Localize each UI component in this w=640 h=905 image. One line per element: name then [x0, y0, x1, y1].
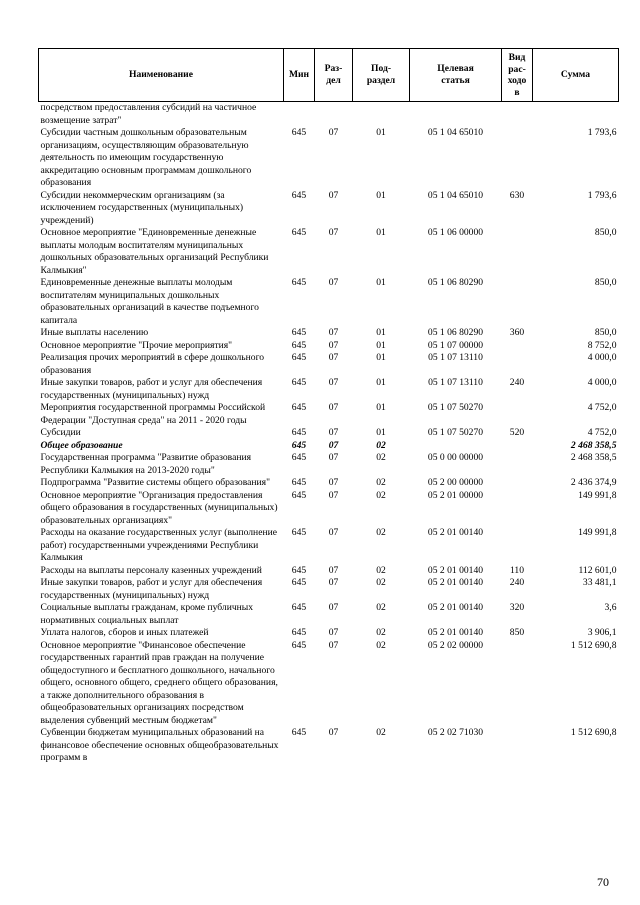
- cell-min: 645: [291, 477, 307, 488]
- cell-podrazdel: 02: [376, 639, 386, 651]
- cell-min: 645: [291, 527, 307, 538]
- cell-min: 645: [291, 277, 307, 288]
- cell-target: 05 1 06 80290: [427, 327, 484, 338]
- cell-target: 05 0 00 00000: [427, 452, 484, 463]
- cell-sum: 1 512 690,8: [570, 727, 617, 738]
- table-row: [39, 102, 619, 128]
- cell-min: 645: [291, 452, 307, 463]
- cell-podrazdel: 01: [376, 377, 386, 388]
- cell-podrazdel: 01: [376, 127, 386, 138]
- cell-min: 645: [291, 427, 307, 438]
- cell-name: Основное мероприятие "Организация предоставления общего образования в государственных (муниципальных) образовательных организациях": [40, 489, 278, 526]
- cell-min: 645: [291, 127, 307, 138]
- cell-min: 645: [291, 402, 307, 413]
- cell-razdel: 07: [328, 377, 339, 388]
- cell-sum: 850,0: [594, 277, 617, 288]
- cell-vid: [502, 727, 533, 765]
- cell-name: Иные закупки товаров, работ и услуг для обеспечения государственных (муниципальных) нужд: [40, 377, 263, 401]
- cell-min: 645: [291, 327, 307, 338]
- table-row: [39, 427, 619, 440]
- cell-sum: 2 468 358,5: [570, 439, 617, 451]
- table-row: [39, 640, 619, 728]
- table-row: [39, 477, 619, 490]
- table-row: [39, 565, 619, 578]
- cell-target: 05 1 07 50270: [427, 402, 484, 413]
- cell-sum: 2 468 358,5: [570, 452, 617, 463]
- cell-podrazdel: 01: [376, 189, 386, 201]
- cell-razdel: 07: [328, 452, 339, 463]
- cell-min: 645: [291, 639, 307, 651]
- table-row: [39, 527, 619, 565]
- cell-razdel: 07: [328, 427, 339, 438]
- cell-razdel: 07: [328, 639, 339, 651]
- header-sum: Сумма: [533, 49, 619, 102]
- cell-vid: 240: [509, 577, 525, 588]
- cell-name: Субвенции бюджетам муниципальных образований на финансовое обеспечение основных общеобразовательных программ в: [40, 727, 279, 763]
- cell-razdel: 07: [328, 127, 339, 138]
- cell-razdel: 07: [328, 727, 339, 738]
- cell-vid: [502, 477, 533, 490]
- table-row: [39, 440, 619, 453]
- cell-vid: 320: [509, 602, 525, 613]
- cell-target: 05 2 01 00000: [427, 489, 484, 501]
- cell-name: Подпрограмма "Развитие системы общего образования": [40, 477, 270, 488]
- cell-razdel: 07: [328, 564, 339, 576]
- cell-target: 05 1 07 13110: [428, 352, 483, 363]
- header-podrazdel: Под- раздел: [353, 49, 410, 102]
- table-row: [39, 377, 619, 402]
- cell-razdel: 07: [328, 277, 339, 288]
- cell-sum: 4 000,0: [587, 377, 617, 388]
- table-row: [39, 727, 619, 765]
- cell-podrazdel: 02: [376, 489, 386, 501]
- cell-razdel: [315, 102, 353, 128]
- cell-vid: 360: [509, 327, 525, 338]
- cell-razdel: 07: [328, 227, 339, 238]
- cell-target: 05 2 02 71030: [427, 727, 484, 738]
- cell-name: Основное мероприятие "Финансовое обеспечение государственных гарантий прав граждан на получение общедоступного и бесплатного дошкольного, начального общего, основного общего, среднего общего образования, а также дополнительного образования в общеобразовательных организациях посредством выделения субвенций местным бюджетам": [40, 639, 278, 726]
- cell-vid: [502, 640, 533, 728]
- cell-target: 05 1 04 65010: [427, 189, 484, 201]
- cell-vid: 520: [509, 427, 525, 438]
- cell-name: Субсидии: [40, 427, 81, 438]
- table-body: [39, 102, 619, 765]
- table-row: [39, 227, 619, 277]
- cell-podrazdel: 01: [376, 227, 386, 238]
- cell-target: 05 1 07 00000: [427, 339, 484, 351]
- cell-target: 05 2 00 00000: [427, 477, 484, 488]
- cell-name: Реализация прочих мероприятий в сфере дошкольного образования: [40, 352, 265, 376]
- cell-sum: 1 793,6: [587, 189, 617, 201]
- cell-razdel: 07: [328, 339, 339, 351]
- cell-min: 645: [291, 227, 307, 238]
- cell-vid: 110: [509, 564, 525, 576]
- cell-sum: 4 000,0: [587, 352, 617, 363]
- cell-sum: [533, 102, 619, 128]
- cell-sum: 33 481,1: [582, 577, 617, 588]
- cell-podrazdel: 02: [376, 627, 386, 638]
- cell-min: 645: [291, 727, 307, 738]
- table-row: [39, 352, 619, 377]
- cell-target: 05 1 07 50270: [427, 427, 484, 438]
- cell-target: 05 2 01 00140: [427, 577, 484, 588]
- header-name: Наименование: [39, 49, 284, 102]
- cell-sum: 4 752,0: [587, 402, 617, 413]
- cell-vid: [502, 402, 533, 427]
- cell-name: Социальные выплаты гражданам, кроме публичных нормативных социальных выплат: [40, 602, 254, 626]
- cell-name: Иные закупки товаров, работ и услуг для обеспечения государственных (муниципальных) нужд: [40, 577, 263, 601]
- cell-razdel: 07: [328, 627, 339, 638]
- cell-min: 645: [291, 377, 307, 388]
- header-razdel: Раз- дел: [315, 49, 353, 102]
- cell-vid: [502, 352, 533, 377]
- table-row: [39, 402, 619, 427]
- cell-podrazdel: 01: [376, 277, 386, 288]
- cell-podrazdel: 02: [376, 727, 386, 738]
- cell-name: Иные выплаты населению: [40, 327, 149, 338]
- cell-podrazdel: 01: [376, 327, 386, 338]
- cell-target: [410, 102, 502, 128]
- cell-target: 05 1 06 80290: [427, 277, 484, 288]
- cell-min: [284, 102, 315, 128]
- table-header: [39, 49, 619, 102]
- cell-name: Основное мероприятие "Прочие мероприятия": [40, 339, 233, 351]
- cell-sum: 3,6: [604, 602, 617, 613]
- cell-vid: 630: [509, 189, 525, 201]
- table-row: [39, 327, 619, 340]
- cell-sum: 112 601,0: [578, 564, 617, 576]
- cell-sum: 149 991,8: [578, 527, 617, 538]
- cell-razdel: 07: [328, 527, 339, 538]
- cell-target: [410, 440, 502, 453]
- header-vid: Вид рас- ходо в: [502, 49, 533, 102]
- cell-vid: [502, 102, 533, 128]
- cell-name: Расходы на выплаты персоналу казенных учреждений: [40, 564, 262, 576]
- cell-razdel: 07: [328, 352, 339, 363]
- table-row: [39, 190, 619, 228]
- table-row: [39, 127, 619, 190]
- cell-podrazdel: 02: [376, 477, 386, 488]
- cell-target: 05 2 01 00140: [427, 627, 484, 638]
- cell-min: 645: [291, 439, 307, 451]
- cell-target: 05 1 07 13110: [428, 377, 483, 388]
- cell-vid: [502, 127, 533, 190]
- table-row: [39, 277, 619, 327]
- cell-name: Уплата налогов, сборов и иных платежей: [40, 627, 209, 638]
- cell-target: 05 1 04 65010: [427, 127, 484, 138]
- cell-target: 05 2 02 00000: [427, 639, 484, 651]
- cell-target: 05 2 01 00140: [427, 602, 484, 613]
- table-row: [39, 577, 619, 602]
- cell-sum: 1 512 690,8: [570, 639, 617, 651]
- cell-podrazdel: 02: [376, 527, 386, 538]
- cell-razdel: 07: [328, 439, 339, 451]
- cell-vid: [502, 227, 533, 277]
- cell-name: Основное мероприятие "Единовременные денежные выплаты молодым воспитателям муниципальных дошкольных образовательных организаций Республики Калмыкия": [40, 227, 269, 276]
- cell-razdel: 07: [328, 602, 339, 613]
- cell-min: 645: [291, 189, 307, 201]
- cell-podrazdel: 02: [376, 564, 386, 576]
- cell-podrazdel: 02: [376, 452, 386, 463]
- cell-podrazdel: 02: [376, 602, 386, 613]
- cell-min: 645: [291, 627, 307, 638]
- cell-target: 05 2 01 00140: [427, 527, 484, 538]
- cell-vid: [502, 440, 533, 453]
- cell-sum: 8 752,0: [587, 339, 617, 351]
- cell-podrazdel: [353, 102, 410, 128]
- header-min: Мин: [284, 49, 315, 102]
- cell-min: 645: [291, 339, 307, 351]
- cell-podrazdel: 02: [376, 439, 386, 451]
- table-row: [39, 452, 619, 477]
- budget-table: [38, 48, 619, 765]
- cell-razdel: 07: [328, 189, 339, 201]
- cell-razdel: 07: [328, 477, 339, 488]
- cell-razdel: 07: [328, 489, 339, 501]
- cell-min: 645: [291, 564, 307, 576]
- cell-name: посредством предоставления субсидий на частичное возмещение затрат": [40, 102, 257, 126]
- cell-name: Расходы на оказание государственных услуг (выполнение работ) государственными учреждениями Республики Калмыкия: [40, 527, 277, 563]
- cell-min: 645: [291, 602, 307, 613]
- header-target: Целевая статья: [410, 49, 502, 102]
- cell-vid: 850: [509, 627, 525, 638]
- cell-vid: [502, 340, 533, 353]
- cell-vid: [502, 452, 533, 477]
- page-number: 70: [597, 875, 609, 889]
- cell-podrazdel: 02: [376, 577, 386, 588]
- cell-razdel: 07: [328, 402, 339, 413]
- cell-sum: 2 436 374,9: [570, 477, 617, 488]
- cell-name: Субсидии некоммерческим организациям (за исключением государственных (муниципальных) учреждений): [40, 189, 244, 226]
- cell-min: 645: [291, 352, 307, 363]
- cell-sum: 149 991,8: [578, 489, 617, 501]
- cell-target: 05 1 06 00000: [427, 227, 484, 238]
- cell-name: Мероприятия государственной программы Российской Федерации "Доступная среда" на 2011 - 2020 годы: [40, 402, 266, 426]
- cell-razdel: 07: [328, 577, 339, 588]
- table-row: [39, 627, 619, 640]
- cell-vid: 240: [509, 377, 525, 388]
- cell-name: Субсидии частным дошкольным образовательным организациям, осуществляющим образовательную деятельность по имеющим государственную аккредитацию основным программам дошкольного образования: [40, 127, 252, 188]
- cell-sum: 3 906,1: [587, 627, 617, 638]
- cell-min: 645: [291, 577, 307, 588]
- cell-vid: [502, 490, 533, 528]
- cell-razdel: 07: [328, 327, 339, 338]
- table-row: [39, 490, 619, 528]
- cell-vid: [502, 277, 533, 327]
- cell-min: 645: [291, 489, 307, 501]
- cell-sum: 1 793,6: [587, 127, 617, 138]
- cell-name: Государственная программа "Развитие образования Республики Калмыкия на 2013-2020 годы": [40, 452, 252, 476]
- cell-podrazdel: 01: [376, 339, 386, 351]
- cell-sum: 850,0: [594, 227, 617, 238]
- cell-podrazdel: 01: [376, 352, 386, 363]
- cell-sum: 4 752,0: [587, 427, 617, 438]
- table-row: [39, 340, 619, 353]
- cell-sum: 850,0: [594, 327, 617, 338]
- cell-name: Единовременные денежные выплаты молодым воспитателям муниципальных дошкольных образовательных организаций в качестве подъемного капитала: [40, 277, 259, 326]
- table-row: [39, 602, 619, 627]
- cell-target: 05 2 01 00140: [427, 564, 484, 576]
- cell-podrazdel: 01: [376, 402, 386, 413]
- cell-vid: [502, 527, 533, 565]
- cell-name: Общее образование: [40, 439, 123, 451]
- cell-podrazdel: 01: [376, 427, 386, 438]
